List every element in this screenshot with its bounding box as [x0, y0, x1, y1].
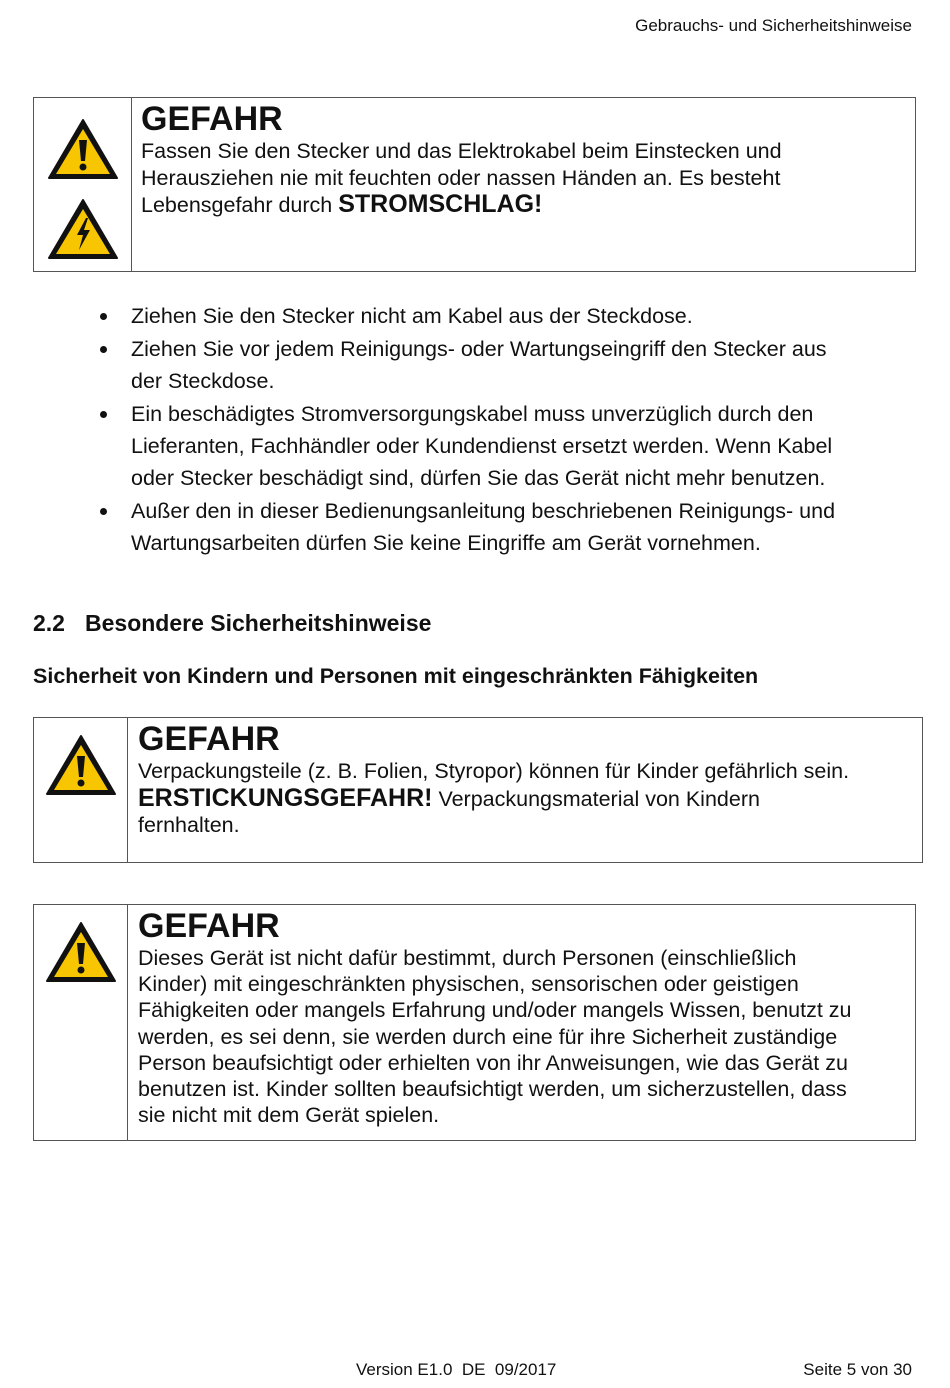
danger-label: GEFAHR	[138, 907, 280, 945]
footer-page-number: Seite 5 von 30	[803, 1360, 912, 1379]
bullet-icon	[100, 313, 107, 320]
danger-line: sie nicht mit dem Gerät spielen.	[138, 1103, 440, 1128]
bullet-icon	[100, 346, 107, 353]
danger-line: Kinder) mit eingeschränkten physischen, sensorischen oder geistigen	[138, 972, 799, 997]
danger-line: Person beaufsichtigt oder erhielten von ihr Anweisungen, wie das Gerät zu	[138, 1050, 848, 1075]
list-item	[100, 495, 920, 559]
danger-label: GEFAHR	[141, 100, 283, 138]
list-item	[100, 398, 920, 494]
danger-line	[141, 191, 782, 219]
danger-line: fernhalten.	[138, 813, 240, 837]
bullet-line: der Steckdose.	[131, 369, 275, 393]
bullet-line: Lieferanten, Fachhändler oder Kundendienst ersetzt werden. Wenn Kabel	[131, 434, 833, 458]
exclamation-warning-icon	[45, 734, 117, 796]
section-heading	[33, 610, 431, 637]
danger-text-block	[128, 718, 857, 862]
footer-version: Version E1.0 DE 09/2017	[356, 1360, 557, 1379]
bullet-line: oder Stecker beschädigt sind, dürfen Sie das Gerät nicht mehr benutzen.	[131, 466, 826, 490]
danger-text-block	[132, 98, 790, 271]
danger-box-persons	[33, 904, 916, 1141]
danger-emphasis: STROMSCHLAG!	[338, 190, 543, 218]
list-item	[100, 300, 920, 332]
danger-line-text: Lebensgefahr durch	[141, 193, 339, 217]
warning-icon-column	[34, 98, 132, 271]
warning-icon-column	[34, 905, 128, 1140]
danger-line: benutzen ist. Kinder sollten beaufsichtigt werden, um sicherzustellen, dass	[138, 1077, 847, 1102]
list-item	[100, 333, 920, 397]
high-voltage-warning-icon	[47, 198, 119, 260]
danger-label: GEFAHR	[138, 720, 280, 758]
danger-emphasis: ERSTICKUNGSGEFAHR!	[138, 783, 433, 812]
bullet-line: Ein beschädigtes Stromversorgungskabel muss unverzüglich durch den	[131, 402, 814, 426]
danger-line: Dieses Gerät ist nicht dafür bestimmt, durch Personen (einschließlich	[138, 946, 797, 970]
danger-line: Herausziehen nie mit feuchten oder nassen Händen an. Es besteht	[141, 165, 781, 190]
danger-line	[138, 785, 849, 813]
exclamation-warning-icon	[47, 118, 119, 180]
bullet-line: Außer den in dieser Bedienungsanleitung beschriebenen Reinigungs- und	[131, 499, 836, 523]
sub-heading: Sicherheit von Kindern und Personen mit eingeschränkten Fähigkeiten	[33, 664, 759, 688]
bullet-icon	[100, 508, 107, 515]
running-header: Gebrauchs- und Sicherheitshinweise	[635, 16, 912, 35]
danger-line: Verpackungsteile (z. B. Folien, Styropor) können für Kinder gefährlich sein.	[138, 759, 850, 783]
bullet-line: Ziehen Sie vor jedem Reinigungs- oder Wartungseingriff den Stecker aus	[131, 337, 827, 361]
safety-bullet-list	[100, 300, 920, 560]
danger-line: Fähigkeiten oder mangels Erfahrung und/oder mangels Wissen, benutzt zu	[138, 998, 852, 1023]
danger-line: Fassen Sie den Stecker und das Elektrokabel beim Einstecken und	[141, 139, 782, 163]
warning-icon-column	[34, 718, 128, 862]
danger-box-electric	[33, 97, 916, 272]
bullet-line: Wartungsarbeiten dürfen Sie keine Eingriffe am Gerät vornehmen.	[131, 531, 761, 555]
section-title: Besondere Sicherheitshinweise	[85, 610, 432, 636]
danger-line: werden, es sei denn, sie werden durch eine für ihre Sicherheit zuständige	[138, 1024, 838, 1049]
exclamation-warning-icon	[45, 921, 117, 983]
section-number: 2.2	[33, 610, 65, 636]
danger-text-block	[128, 905, 860, 1140]
danger-box-suffocation	[33, 717, 923, 863]
bullet-line: Ziehen Sie den Stecker nicht am Kabel aus der Steckdose.	[131, 304, 693, 328]
bullet-icon	[100, 411, 107, 418]
danger-line-text: Verpackungsmaterial von Kindern	[432, 786, 760, 811]
